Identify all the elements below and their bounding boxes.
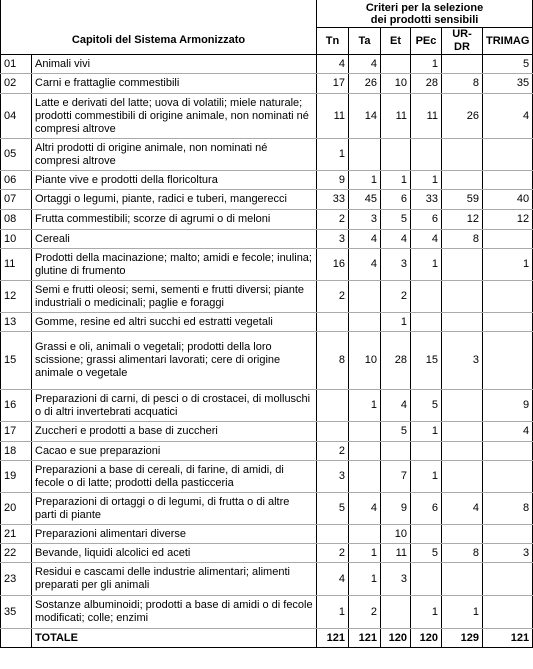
- column-header: Ta: [349, 28, 381, 55]
- table-row: [1, 210, 533, 230]
- value-cell: 1: [483, 249, 533, 281]
- value-cell: 6: [411, 493, 442, 525]
- value-cell: 11: [411, 94, 442, 139]
- table-row: [1, 390, 533, 422]
- value-cell: 2: [317, 442, 349, 461]
- value-cell: [349, 313, 381, 332]
- total-row: [1, 629, 533, 648]
- value-cell: 2: [317, 281, 349, 313]
- value-cell: [411, 442, 442, 461]
- value-cell: 4: [349, 249, 381, 281]
- chapter-code: 21: [1, 525, 32, 544]
- value-cell: 15: [411, 332, 442, 390]
- table-row: [1, 563, 533, 596]
- value-cell: 35: [483, 74, 533, 94]
- value-cell: 4: [381, 390, 411, 422]
- value-cell: 28: [381, 332, 411, 390]
- value-cell: 2: [317, 210, 349, 230]
- header-blank-cell: [1, 0, 317, 28]
- value-cell: [483, 281, 533, 313]
- value-cell: 8: [442, 74, 483, 94]
- chapter-description: Cereali: [32, 230, 317, 249]
- value-cell: [442, 281, 483, 313]
- value-cell: 2: [381, 281, 411, 313]
- value-cell: 5: [381, 422, 411, 442]
- chapter-description: Preparazioni alimentari diverse: [32, 525, 317, 544]
- value-cell: 3: [483, 544, 533, 563]
- value-cell: 1: [411, 171, 442, 190]
- value-cell: [483, 139, 533, 171]
- value-cell: 3: [442, 332, 483, 390]
- value-cell: 45: [349, 190, 381, 210]
- column-header: Et: [381, 28, 411, 55]
- chapter-code: 08: [1, 210, 32, 230]
- value-cell: 8: [442, 544, 483, 563]
- chapter-description: Zuccheri e prodotti a base di zuccheri: [32, 422, 317, 442]
- value-cell: [442, 563, 483, 596]
- value-cell: 1: [349, 171, 381, 190]
- chapter-description: Altri prodotti di origine animale, non nominati né compresi altrove: [32, 139, 317, 171]
- value-cell: 5: [317, 493, 349, 525]
- chapter-code: 17: [1, 422, 32, 442]
- chapter-description: Preparazioni a base di cereali, di farine, di amidi, di fecole o di latte; prodotti della pasticceria: [32, 461, 317, 493]
- table-row: [1, 249, 533, 281]
- value-cell: 16: [317, 249, 349, 281]
- chapter-code: 11: [1, 249, 32, 281]
- value-cell: 4: [317, 55, 349, 74]
- chapter-description: Prodotti della macinazione; malto; amidi e fecole; inulina; glutine di frumento: [32, 249, 317, 281]
- chapter-description: Preparazioni di ortaggi o di legumi, di frutta o di altre parti di piante: [32, 493, 317, 525]
- value-cell: [483, 442, 533, 461]
- value-cell: 11: [317, 94, 349, 139]
- value-cell: 12: [483, 210, 533, 230]
- value-cell: 2: [317, 544, 349, 563]
- value-cell: [483, 313, 533, 332]
- value-cell: 8: [483, 493, 533, 525]
- value-cell: 12: [442, 210, 483, 230]
- value-cell: 1: [317, 139, 349, 171]
- table-row: [1, 171, 533, 190]
- value-cell: 1: [349, 544, 381, 563]
- value-cell: [411, 139, 442, 171]
- value-cell: [442, 390, 483, 422]
- value-cell: [349, 525, 381, 544]
- table-row: [1, 493, 533, 525]
- value-cell: [483, 332, 533, 390]
- value-cell: [317, 422, 349, 442]
- chapter-code: 06: [1, 171, 32, 190]
- value-cell: 17: [317, 74, 349, 94]
- chapter-description: Frutta commestibili; scorze di agrumi o di meloni: [32, 210, 317, 230]
- value-cell: 3: [381, 563, 411, 596]
- chapter-description: Animali vivi: [32, 55, 317, 74]
- value-cell: 8: [442, 230, 483, 249]
- value-cell: [411, 525, 442, 544]
- value-cell: [381, 55, 411, 74]
- chapter-description: Ortaggi o legumi, piante, radici e tuberi, mangerecci: [32, 190, 317, 210]
- value-cell: [442, 442, 483, 461]
- criteria-group-header: [317, 0, 533, 28]
- value-cell: [483, 171, 533, 190]
- value-cell: 59: [442, 190, 483, 210]
- value-cell: 10: [381, 525, 411, 544]
- column-header: Tn: [317, 28, 349, 55]
- value-cell: 14: [349, 94, 381, 139]
- value-cell: [317, 390, 349, 422]
- chapter-code: 07: [1, 190, 32, 210]
- value-cell: 6: [381, 190, 411, 210]
- value-cell: [411, 281, 442, 313]
- value-cell: 1: [381, 313, 411, 332]
- value-cell: 11: [381, 544, 411, 563]
- value-cell: [349, 139, 381, 171]
- table-row: [1, 190, 533, 210]
- header-row-top: [1, 0, 533, 28]
- chapter-code: 12: [1, 281, 32, 313]
- value-cell: 4: [349, 230, 381, 249]
- total-value-cell: 129: [442, 629, 483, 648]
- value-cell: 1: [349, 390, 381, 422]
- value-cell: 10: [381, 74, 411, 94]
- value-cell: 4: [483, 94, 533, 139]
- value-cell: 40: [483, 190, 533, 210]
- value-cell: 10: [349, 332, 381, 390]
- total-code-cell: [1, 629, 32, 648]
- chapter-code: 13: [1, 313, 32, 332]
- header-row-columns: [1, 28, 533, 55]
- value-cell: 4: [381, 230, 411, 249]
- chapter-description: Gomme, resine ed altri succhi ed estratti vegetali: [32, 313, 317, 332]
- table-row: [1, 422, 533, 442]
- chapter-description: Carni e frattaglie commestibili: [32, 74, 317, 94]
- chapter-description: Piante vive e prodotti della floricoltura: [32, 171, 317, 190]
- table-row: [1, 230, 533, 249]
- value-cell: 3: [381, 249, 411, 281]
- value-cell: [349, 422, 381, 442]
- value-cell: [411, 563, 442, 596]
- value-cell: 1: [411, 55, 442, 74]
- chapter-code: 23: [1, 563, 32, 596]
- chapter-code: 18: [1, 442, 32, 461]
- table-row: [1, 442, 533, 461]
- chapter-description: Latte e derivati del latte; uova di volatili; miele naturale; prodotti commestibili di origine animale, non nominati né compresi altrove: [32, 94, 317, 139]
- table-row: [1, 74, 533, 94]
- value-cell: 33: [411, 190, 442, 210]
- chapter-description: Semi e frutti oleosi; semi, sementi e frutti diversi; piante industriali o medicinali; paglie e foraggi: [32, 281, 317, 313]
- value-cell: 11: [381, 94, 411, 139]
- chapter-description: Residui e cascami delle industrie alimentari; alimenti preparati per gli animali: [32, 563, 317, 596]
- value-cell: 5: [381, 210, 411, 230]
- value-cell: 4: [411, 230, 442, 249]
- chapter-code: 15: [1, 332, 32, 390]
- value-cell: 1: [411, 596, 442, 629]
- value-cell: [483, 596, 533, 629]
- value-cell: 28: [411, 74, 442, 94]
- value-cell: 3: [317, 461, 349, 493]
- value-cell: 26: [442, 94, 483, 139]
- value-cell: 5: [411, 544, 442, 563]
- value-cell: [483, 230, 533, 249]
- table-row: [1, 94, 533, 139]
- table-row: [1, 461, 533, 493]
- value-cell: [442, 171, 483, 190]
- table-row: [1, 139, 533, 171]
- total-value-cell: 120: [411, 629, 442, 648]
- value-cell: [483, 563, 533, 596]
- column-header: UR-DR: [442, 28, 483, 55]
- chapter-code: 22: [1, 544, 32, 563]
- value-cell: 4: [349, 55, 381, 74]
- chapter-code: 04: [1, 94, 32, 139]
- chapter-code: 20: [1, 493, 32, 525]
- table-row: [1, 544, 533, 563]
- table-row: [1, 332, 533, 390]
- chapter-description: Sostanze albuminoidi; prodotti a base di amidi o di fecole modificati; colle; enzimi: [32, 596, 317, 629]
- chapter-code: 19: [1, 461, 32, 493]
- value-cell: 1: [442, 596, 483, 629]
- value-cell: 4: [349, 493, 381, 525]
- value-cell: 5: [483, 55, 533, 74]
- total-value-cell: 121: [349, 629, 381, 648]
- value-cell: 4: [317, 563, 349, 596]
- chapter-description: Preparazioni di carni, di pesci o di crostacei, di molluschi o di altri invertebrati acquatici: [32, 390, 317, 422]
- value-cell: 1: [411, 249, 442, 281]
- value-cell: 7: [381, 461, 411, 493]
- value-cell: [483, 525, 533, 544]
- chapter-description: Bevande, liquidi alcolici ed aceti: [32, 544, 317, 563]
- value-cell: 3: [349, 210, 381, 230]
- value-cell: [349, 442, 381, 461]
- table-row: [1, 55, 533, 74]
- chapter-code: 35: [1, 596, 32, 629]
- value-cell: 3: [317, 230, 349, 249]
- value-cell: 1: [317, 596, 349, 629]
- value-cell: [349, 281, 381, 313]
- value-cell: 1: [411, 461, 442, 493]
- table-row: [1, 525, 533, 544]
- value-cell: [442, 525, 483, 544]
- criteria-label-line2: dei prodotti sensibili: [370, 13, 479, 26]
- table-row: [1, 313, 533, 332]
- chapter-code: 16: [1, 390, 32, 422]
- value-cell: 9: [381, 493, 411, 525]
- value-cell: [442, 55, 483, 74]
- value-cell: [349, 461, 381, 493]
- total-label: TOTALE: [32, 629, 317, 648]
- chapter-code: 01: [1, 55, 32, 74]
- value-cell: 1: [381, 171, 411, 190]
- value-cell: 2: [349, 596, 381, 629]
- value-cell: 1: [411, 422, 442, 442]
- value-cell: [411, 313, 442, 332]
- chapter-code: 05: [1, 139, 32, 171]
- chapter-description: Grassi e oli, animali o vegetali; prodotti della loro scissione; grassi alimentari lavorati; cere di origine animale o vegetale: [32, 332, 317, 390]
- value-cell: [442, 461, 483, 493]
- value-cell: [381, 139, 411, 171]
- value-cell: 33: [317, 190, 349, 210]
- value-cell: [442, 313, 483, 332]
- value-cell: 4: [483, 422, 533, 442]
- value-cell: [442, 422, 483, 442]
- value-cell: [317, 313, 349, 332]
- value-cell: 4: [442, 493, 483, 525]
- value-cell: 9: [317, 171, 349, 190]
- chapter-description: Cacao e sue preparazioni: [32, 442, 317, 461]
- chapter-code: 02: [1, 74, 32, 94]
- column-header: PEc: [411, 28, 442, 55]
- total-value-cell: 121: [317, 629, 349, 648]
- chapter-code: 10: [1, 230, 32, 249]
- value-cell: [317, 525, 349, 544]
- table-body: [1, 55, 533, 648]
- total-value-cell: 120: [381, 629, 411, 648]
- value-cell: 5: [411, 390, 442, 422]
- column-header: TRIMAG: [483, 28, 533, 55]
- value-cell: 26: [349, 74, 381, 94]
- value-cell: [442, 139, 483, 171]
- value-cell: 8: [317, 332, 349, 390]
- table-row: [1, 281, 533, 313]
- criteria-label-line1: Criteri per la selezione: [365, 1, 484, 14]
- total-value-cell: 121: [483, 629, 533, 648]
- value-cell: 1: [349, 563, 381, 596]
- value-cell: [381, 442, 411, 461]
- value-cell: 9: [483, 390, 533, 422]
- value-cell: [483, 461, 533, 493]
- chapters-header: Capitoli del Sistema Armonizzato: [1, 28, 317, 55]
- value-cell: [442, 249, 483, 281]
- table-row: [1, 596, 533, 629]
- value-cell: 6: [411, 210, 442, 230]
- value-cell: [381, 596, 411, 629]
